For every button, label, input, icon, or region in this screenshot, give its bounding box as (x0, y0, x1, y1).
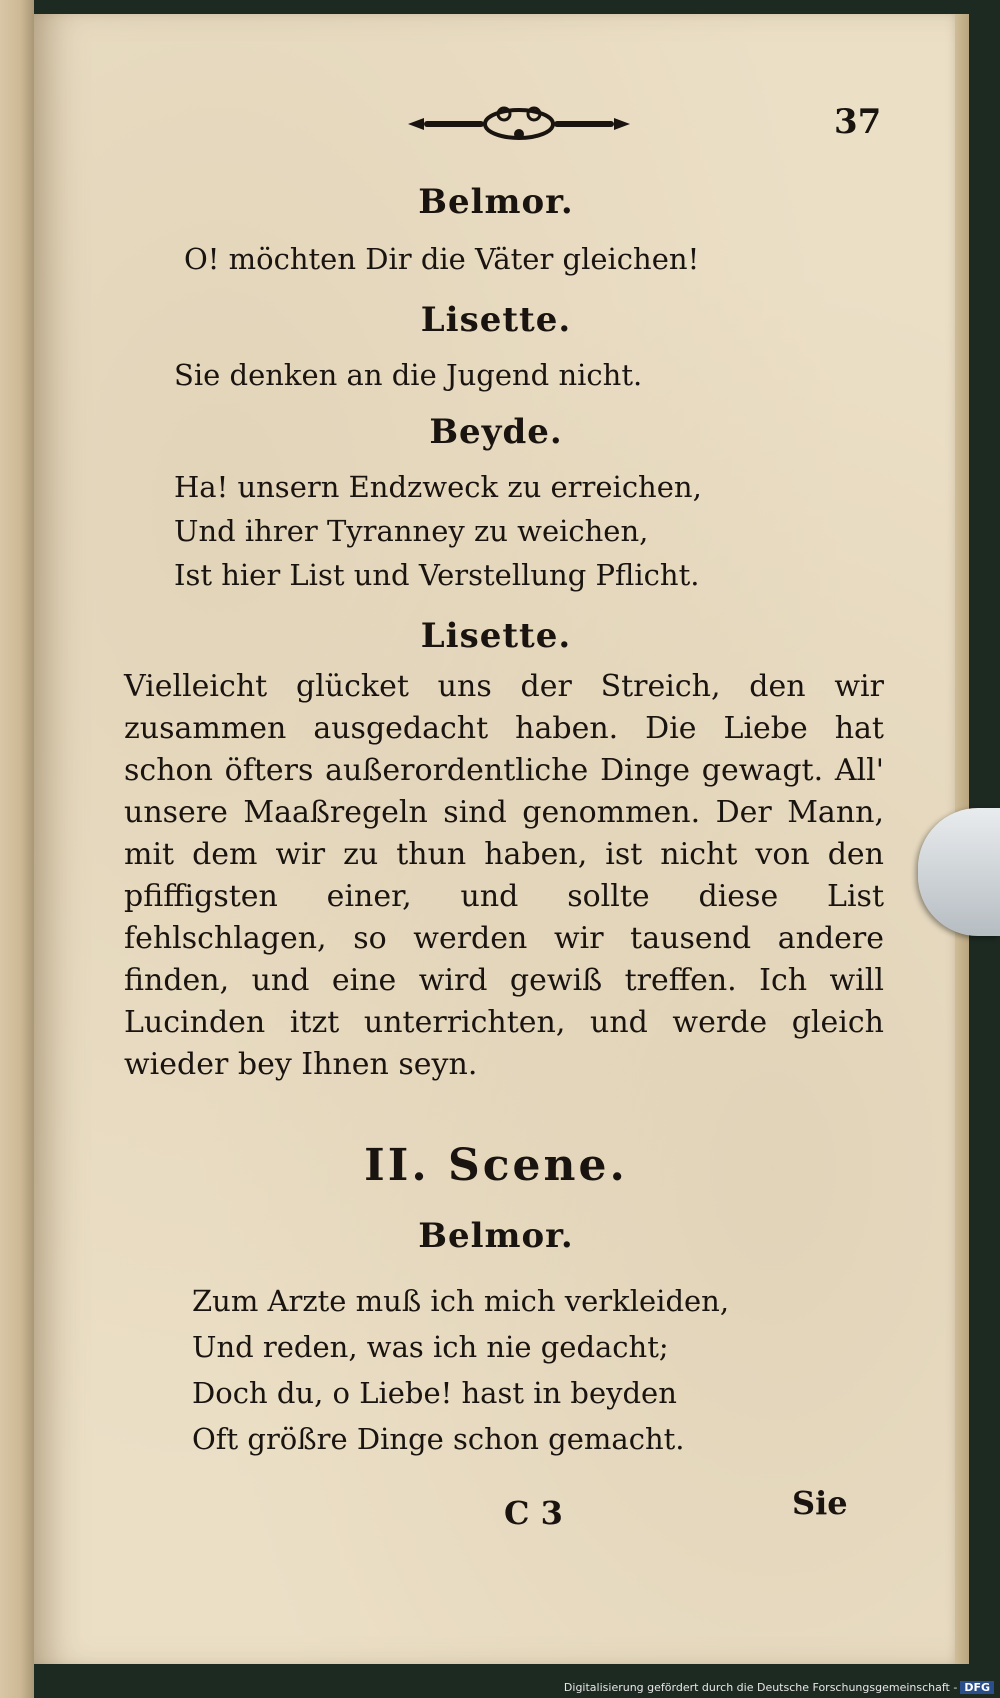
printers-ornament (404, 102, 634, 146)
verse-line: Und reden, was ich nie gedacht; (192, 1330, 669, 1364)
prose-paragraph: Vielleicht glücket uns der Streich, den wir zusammen ausgedacht haben. Die Liebe hat schon öfters außerordentliche Dinge gewagt. All' unsere Maaßregeln sind genommen. Der Mann, mit dem wir zu thun haben, ist nicht von den pfiffigsten einer, und sollte diese List fehlschlagen, so werden wir tausend andere finden, und eine wird gewiß treffen. Ich will Lucinden itzt unterrichten, und werde gleich wieder bey Ihnen seyn. (124, 669, 884, 1082)
book-page (34, 14, 958, 1664)
verse-line: Und ihrer Tyranney zu weichen, (174, 514, 649, 548)
speaker-heading: Belmor. (418, 182, 574, 222)
speaker-heading: Lisette. (420, 300, 572, 340)
digitization-credit (564, 1681, 994, 1694)
page-number: 37 (834, 102, 882, 142)
speaker-heading: Beyde. (429, 412, 563, 452)
adjacent-page-edge (0, 0, 34, 1698)
verse-line: Ist hier List und Verstellung Pflicht. (174, 558, 700, 592)
verse-line: Doch du, o Liebe! hast in beyden (192, 1376, 677, 1410)
verse-line: Oft größre Dinge schon gemacht. (192, 1422, 685, 1456)
verse-line: Ha! unsern Endzweck zu erreichen, (174, 470, 702, 504)
verse-line: Sie denken an die Jugend nicht. (174, 358, 643, 392)
verse-line: Zum Arzte muß ich mich verkleiden, (192, 1284, 730, 1318)
credit-text: Digitalisierung gefördert durch die Deutsche Forschungsgemeinschaft - (563, 1681, 958, 1694)
signature-mark: C 3 (504, 1494, 563, 1532)
catchword: Sie (792, 1484, 848, 1522)
speaker-heading: Belmor. (418, 1216, 574, 1256)
speaker-heading: Lisette. (420, 616, 572, 656)
verse-line: O! möchten Dir die Väter gleichen! (184, 242, 700, 276)
scene-title: II. Scene. (364, 1140, 628, 1191)
dfg-logo: DFG (960, 1681, 994, 1694)
